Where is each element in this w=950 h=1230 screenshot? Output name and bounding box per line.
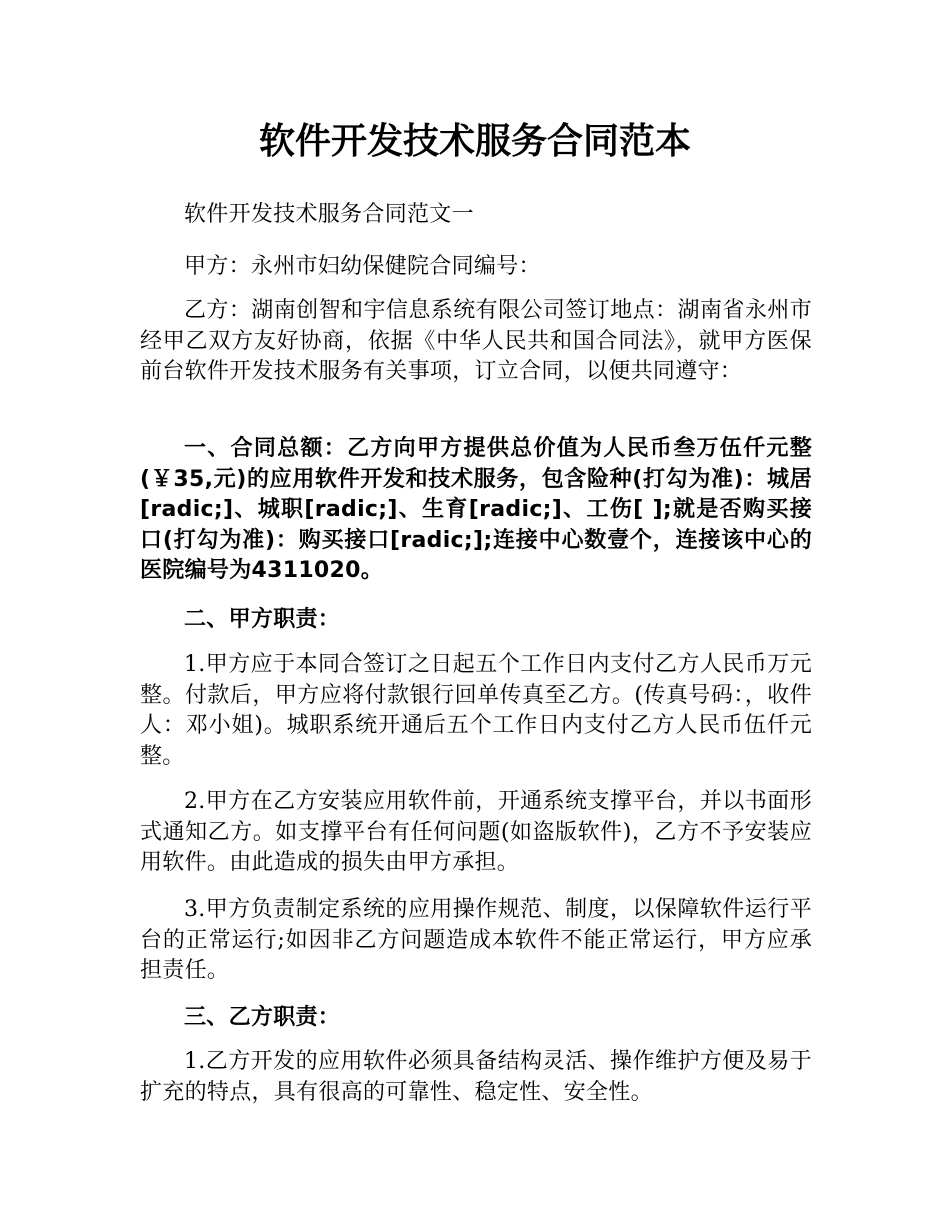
paragraph-party-a-duty-1: 1.甲方应于本同合签订之日起五个工作日内支付乙方人民币万元整。付款后，甲方应将付款银行回单传真至乙方。(传真号码：，收件人：邓小姐)。城职系统开通后五个工作日内支付乙方人民币伍仟元整。 xyxy=(140,652,812,769)
paragraph-party-b-duty-1: 1.乙方开发的应用软件必须具备结构灵活、操作维护方便及易于扩充的特点，具有很高的可靠性、稳定性、安全性。 xyxy=(140,1049,812,1105)
heading-party-b-duties: 三、乙方职责： xyxy=(184,1005,341,1030)
paragraph-subtitle: 软件开发技术服务合同范文一 xyxy=(184,202,474,227)
document-title: 软件开发技术服务合同范本 xyxy=(258,121,691,162)
heading-party-a-duties: 二、甲方职责： xyxy=(184,607,341,632)
paragraph-party-a: 甲方：永州市妇幼保健院合同编号： xyxy=(184,254,541,279)
paragraph-party-a-duty-2: 2.甲方在乙方安装应用软件前，开通系统支撑平台，并以书面形式通知乙方。如支撑平台有任何问题(如盗版软件)，乙方不予安装应用软件。由此造成的损失由甲方承担。 xyxy=(140,789,812,875)
paragraph-contract-total: 一、合同总额：乙方向甲方提供总价值为人民币叁万伍仟元整(￥35,元)的应用软件开发和技术服务，包含险种(打勾为准)：城居[radic;]、城职[radic;]、生育[radic;]、工伤[ ];就是否购买接口(打勾为准)：购买接口[radic;];连接中心数壹个，连接该中心的医院编号为4311020。 xyxy=(140,436,812,583)
paragraph-party-a-duty-3: 3.甲方负责制定系统的应用操作规范、制度，以保障软件运行平台的正常运行;如因非乙方问题造成本软件不能正常运行，甲方应承担责任。 xyxy=(140,897,812,983)
paragraph-party-b: 乙方：湖南创智和宇信息系统有限公司签订地点：湖南省永州市经甲乙双方友好协商，依据《中华人民共和国合同法》，就甲方医保前台软件开发技术服务有关事项，订立合同，以便共同遵守： xyxy=(140,298,812,384)
